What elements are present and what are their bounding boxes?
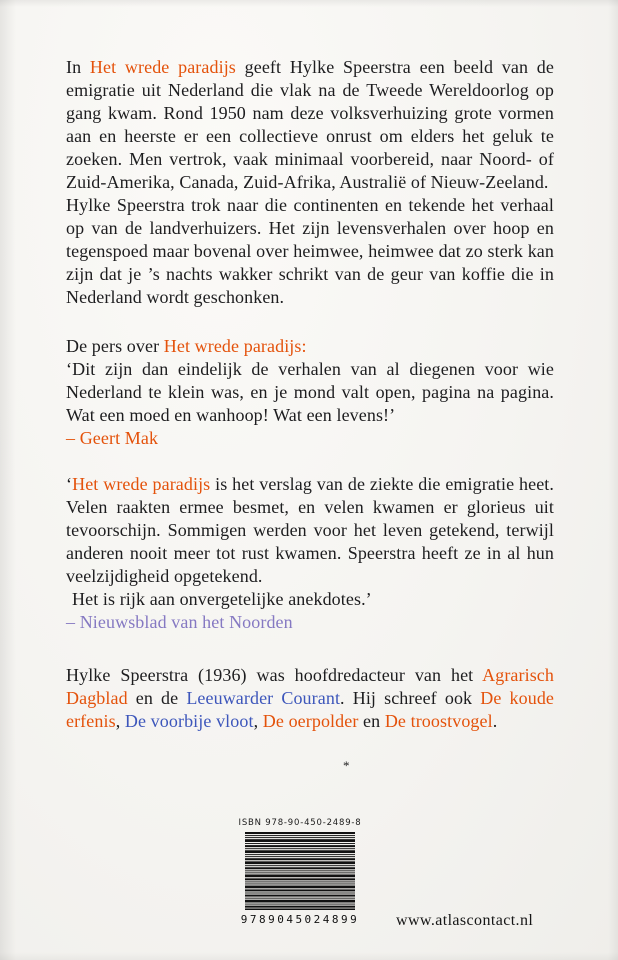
barcode-number: 9789045024899 — [240, 913, 360, 926]
bio-text: en de — [127, 688, 187, 708]
bio-text: Hylke Speerstra (1936) was hoofdredacteur van het — [66, 665, 483, 685]
blurb-text-rest: geeft Hylke Speerstra een beeld van de emigratie uit Nederland die vlak na de Tweede Wereldoorlog op gang kwam. Rond 1950 nam deze volksverhuizing grote vormen aan en heerste er een collectieve onrust om elders het geluk te zoeken. Men vertrok, vaak minimaal voorbereid, naar Noord- of Zuid-Amerika, Canada, Zuid-Afrika, Australië of Nieuw-Zeeland. — [66, 57, 554, 192]
bio-text: , — [115, 711, 125, 731]
bio-text: , — [253, 711, 263, 731]
publisher-website: www.atlascontact.nl — [396, 912, 534, 929]
bio-text: . — [492, 711, 498, 731]
barcode-icon — [245, 832, 355, 910]
quote1-attribution: – Geert Mak — [66, 428, 159, 448]
bio-title-koude-erfenis: De koude erfenis — [66, 688, 555, 731]
bio-leeuwarder-courant: Leeuwarder Courant — [186, 688, 341, 708]
press-quote-2 — [66, 473, 554, 634]
bio-agrarisch-dagblad: Agrarisch Dagblad — [66, 665, 554, 708]
bio-text: . Hij schreef ook — [340, 688, 481, 708]
back-cover-text — [66, 56, 554, 733]
quote1-text: ‘Dit zijn dan eindelijk de verhalen van al diegenen voor wie Nederland te klein was, en je mond valt open, pagina na pagina. Wat een moed en wanhoop! Wat een levens!’ — [66, 359, 554, 425]
bio-title-oerpolder: De oerpolder — [262, 711, 359, 731]
section-mark: * — [343, 758, 350, 773]
bio-title-voorbije-vloot: De voorbije vloot — [124, 711, 254, 731]
bio-text: en — [358, 711, 385, 731]
quote2-open-mark: ‘ — [66, 474, 73, 494]
press-quote-1 — [66, 358, 554, 450]
press-heading-lead: De pers over — [66, 336, 164, 356]
press-heading — [66, 335, 554, 358]
bio-title-troostvogel: De troostvogel — [384, 711, 493, 731]
blurb-paragraph-1 — [66, 56, 554, 194]
quote2-last-line: Het is rijk aan onvergetelijke anekdotes.’ — [72, 589, 372, 609]
press-heading-title: Het wrede paradijs: — [163, 336, 307, 356]
quote2-text: is het verslag van de ziekte die emigratie heet. Velen raakten ermee besmet, en velen kwamen er glorieus uit tevoorschijn. Sommigen werden voor het leven getekend, terwijl anderen nooit meer tot rust kwamen. Speerstra heeft ze in al hun veelzijdigheid opgetekend. — [66, 474, 554, 586]
blurb-text-lead: In — [66, 57, 90, 77]
isbn-label: ISBN 978-90-450-2489-8 — [238, 818, 362, 828]
quote2-title-inline: Het wrede paradijs — [72, 474, 211, 494]
blurb-paragraph-2: Hylke Speerstra trok naar die continenten en tekende het verhaal op van de landverhuizers. Het zijn levensverhalen over hoop en tegenspoed maar bovenal over heimwee, heimwee dat zo sterk kan zijn dat je ’s nachts wakker schrikt van de geur van koffie die in Nederland wordt geschonken. — [66, 195, 554, 307]
barcode-block — [237, 818, 363, 926]
book-title-inline: Het wrede paradijs — [89, 57, 236, 77]
author-bio — [66, 664, 554, 733]
quote2-attribution: – Nieuwsblad van het Noorden — [66, 612, 293, 632]
